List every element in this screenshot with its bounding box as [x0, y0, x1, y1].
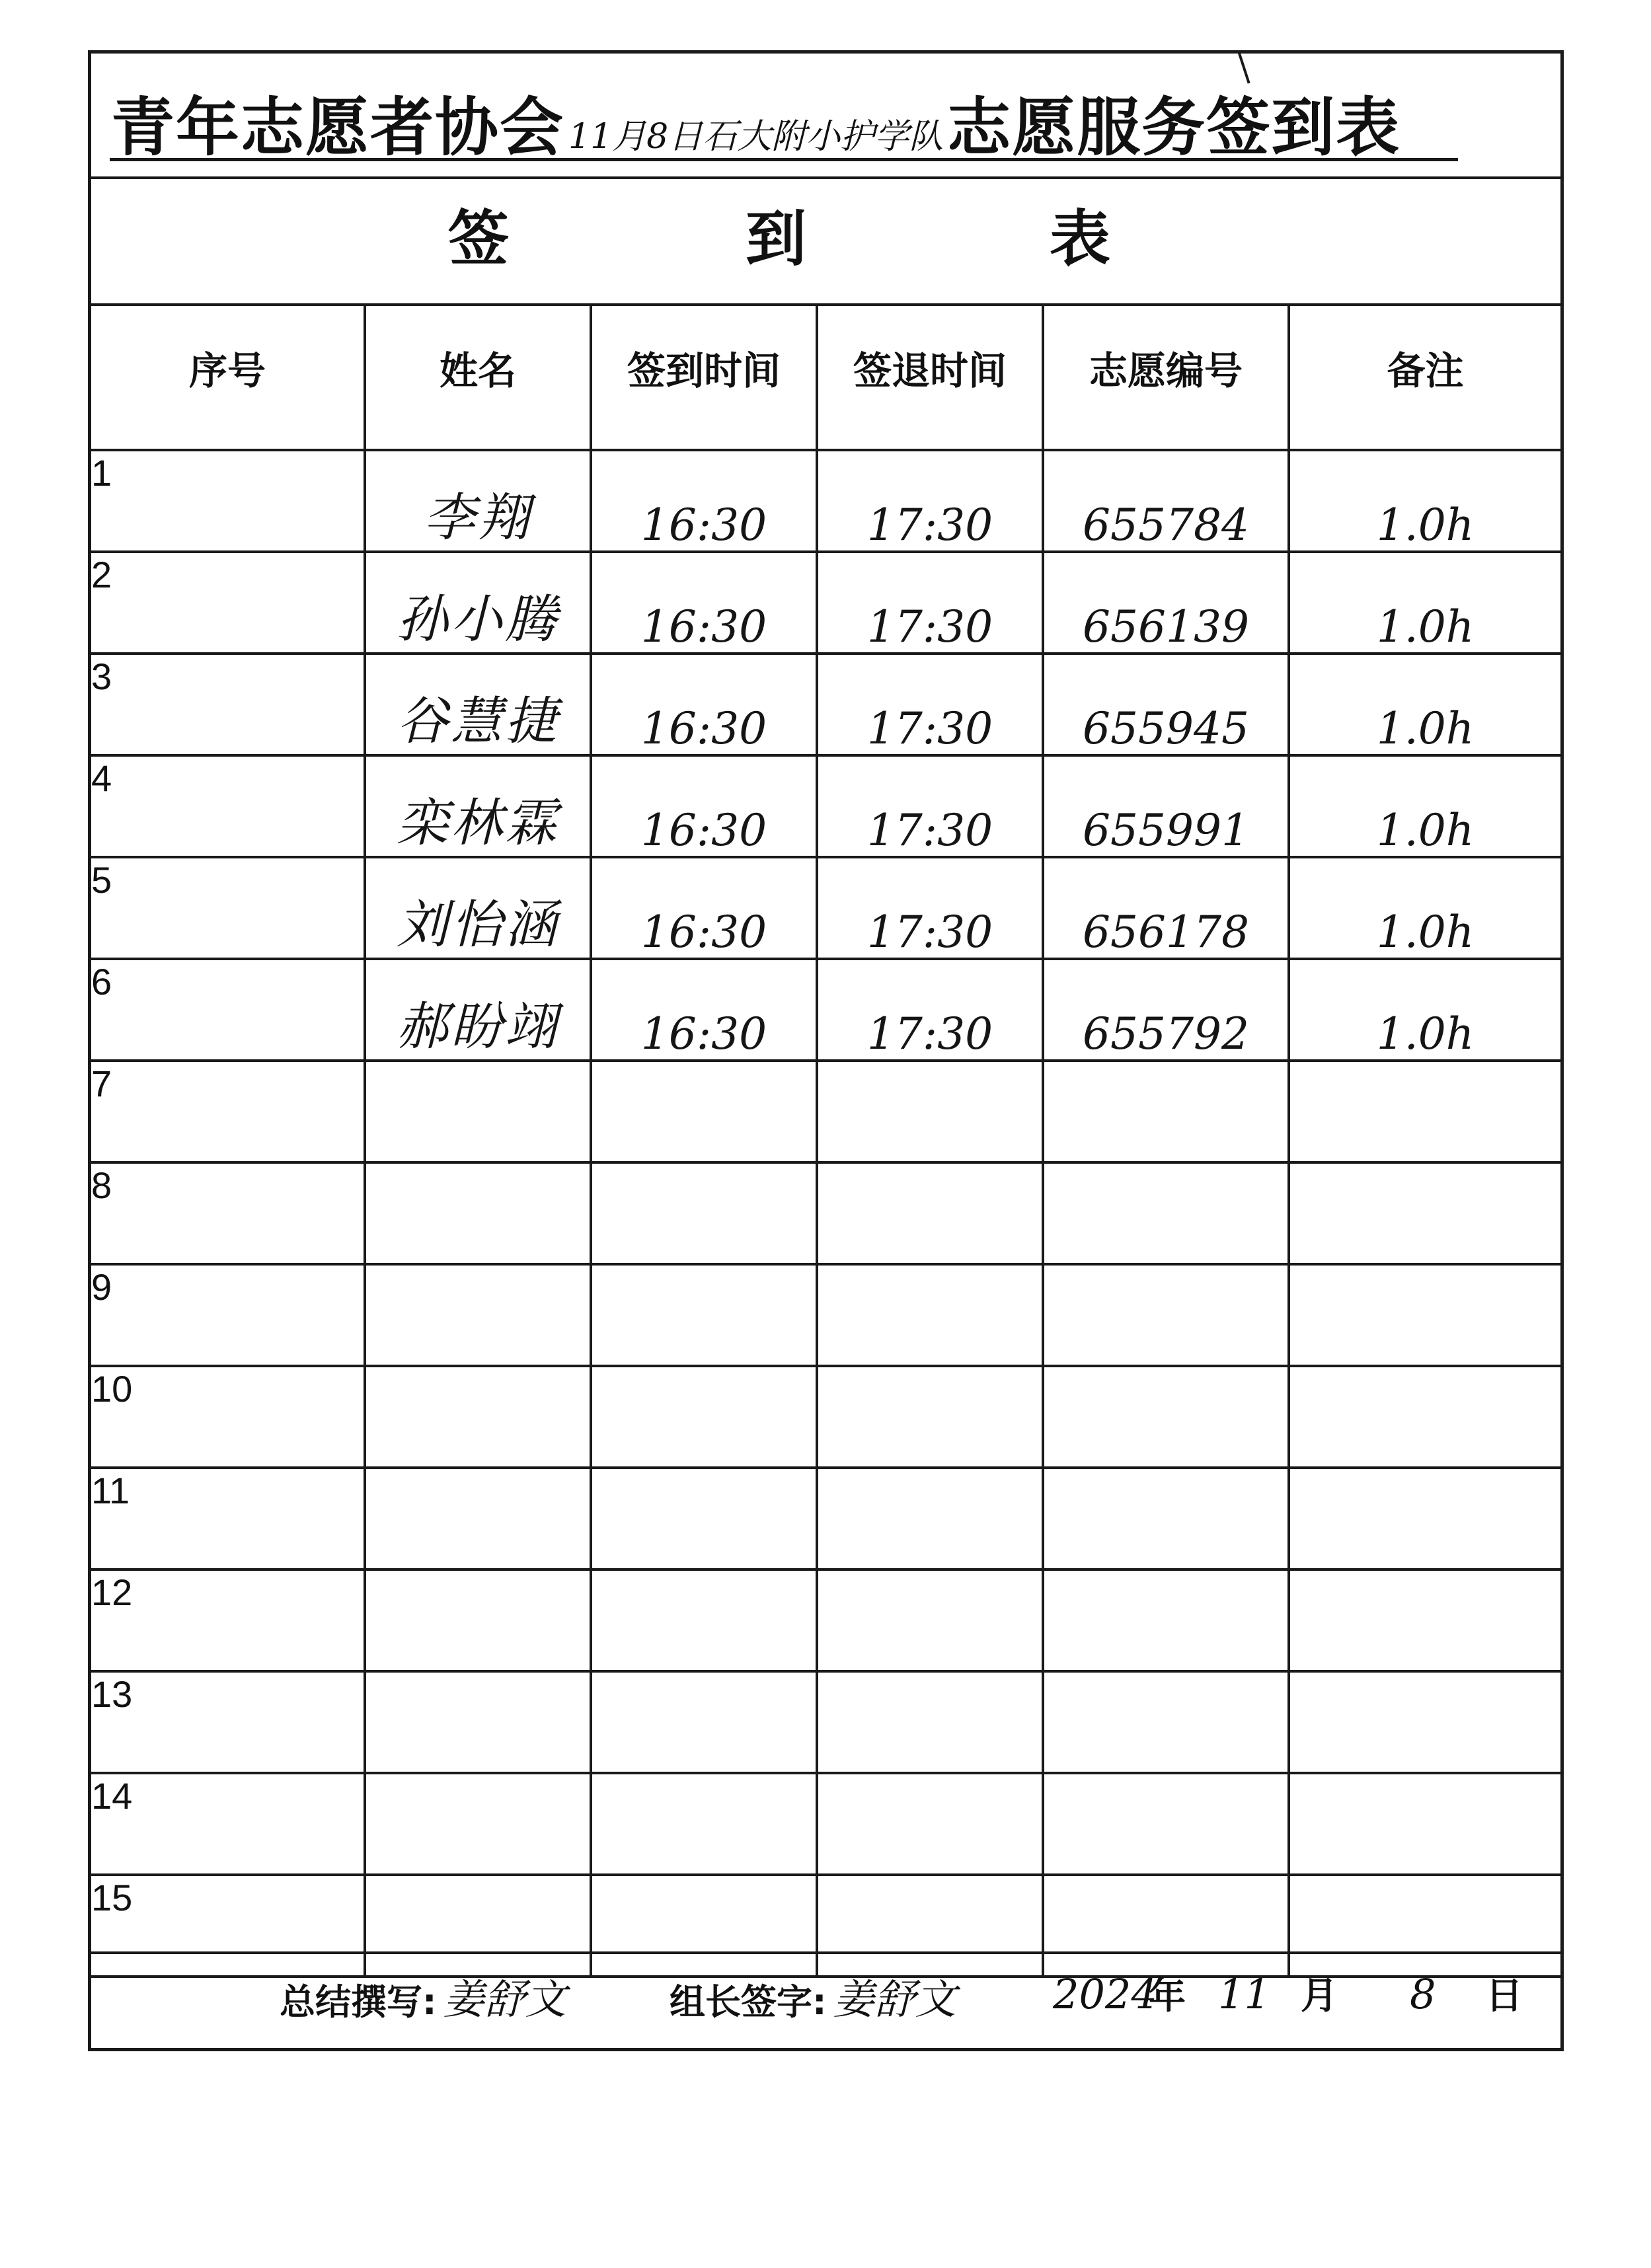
column-header-name: 姓名: [365, 306, 591, 450]
sign-in-sheet: [88, 50, 1564, 2051]
volunteer-name: [365, 1468, 591, 1569]
row-number: 6: [91, 959, 365, 1061]
date-day-unit: 日: [1486, 1975, 1523, 2018]
volunteer-id: 655792: [1043, 959, 1289, 1061]
volunteer-name: 李翔: [365, 450, 591, 552]
note-hours: 1.0h: [1289, 450, 1560, 552]
sign-out-time: [817, 1569, 1043, 1671]
sign-in-time: [591, 1162, 817, 1264]
heading-row: [91, 179, 1560, 306]
row-number: 10: [91, 1366, 365, 1468]
row-number: 5: [91, 857, 365, 959]
leader-signature: [670, 1975, 956, 2023]
heading-char-3: 表: [1050, 204, 1111, 274]
table-row: [91, 1061, 1560, 1162]
volunteer-name: 谷慧捷: [365, 654, 591, 755]
note-hours: [1289, 1264, 1560, 1366]
sign-in-time: [591, 1569, 817, 1671]
volunteer-name: [365, 1061, 591, 1162]
sign-out-time: 17:30: [817, 857, 1043, 959]
volunteer-id: [1043, 1569, 1289, 1671]
table-row: [91, 1569, 1560, 1671]
summary-writer: [280, 1975, 566, 2023]
table-header-row: [91, 306, 1560, 450]
row-number: 2: [91, 552, 365, 654]
row-number: 9: [91, 1264, 365, 1366]
volunteer-name: 郝盼翊: [365, 959, 591, 1061]
column-header-sign-in-time: 签到时间: [591, 306, 817, 450]
volunteer-name: [365, 1162, 591, 1264]
volunteer-id: 656139: [1043, 552, 1289, 654]
title-org: 青年志愿者协会: [111, 91, 564, 165]
note-hours: [1289, 1569, 1560, 1671]
note-hours: 1.0h: [1289, 755, 1560, 857]
sign-in-time: 16:30: [591, 959, 817, 1061]
note-hours: [1289, 1671, 1560, 1773]
volunteer-name: [365, 1569, 591, 1671]
sign-in-time: [591, 1264, 817, 1366]
sign-out-time: [817, 1773, 1043, 1875]
note-hours: 1.0h: [1289, 857, 1560, 959]
row-number: 12: [91, 1569, 365, 1671]
note-hours: 1.0h: [1289, 654, 1560, 755]
volunteer-name: 刘怡涵: [365, 857, 591, 959]
date-day: 8: [1410, 1970, 1436, 2018]
title-handwritten-event: 11月8日石大附小护学队: [568, 117, 944, 157]
volunteer-name: [365, 1671, 591, 1773]
title-row: [91, 54, 1560, 179]
row-number: 1: [91, 450, 365, 552]
date-year-unit: 年: [1149, 1975, 1186, 2018]
table-row: [91, 450, 1560, 552]
footer-row: [91, 1951, 1560, 2048]
volunteer-name: [365, 1264, 591, 1366]
sign-in-time: 16:30: [591, 755, 817, 857]
sheet-title: [111, 73, 1401, 165]
date-year: 2024: [1053, 1970, 1157, 2018]
row-number: 11: [91, 1468, 365, 1569]
note-hours: [1289, 1366, 1560, 1468]
volunteer-id: [1043, 1061, 1289, 1162]
note-hours: [1289, 1773, 1560, 1875]
volunteer-id: [1043, 1671, 1289, 1773]
sign-in-time: 16:30: [591, 450, 817, 552]
summary-label: 总结撰写:: [280, 1981, 437, 2023]
column-header-note: 备注: [1289, 306, 1560, 450]
table-row: [91, 1671, 1560, 1773]
table-row: [91, 1264, 1560, 1366]
row-number: 15: [91, 1875, 365, 1977]
note-hours: [1289, 1162, 1560, 1264]
table-row: [91, 1162, 1560, 1264]
volunteer-id: [1043, 1264, 1289, 1366]
note-hours: 1.0h: [1289, 959, 1560, 1061]
volunteer-id: 655945: [1043, 654, 1289, 755]
volunteer-id: [1043, 1366, 1289, 1468]
sign-out-time: 17:30: [817, 755, 1043, 857]
column-header-number: 序号: [91, 306, 365, 450]
row-number: 13: [91, 1671, 365, 1773]
sign-in-time: 16:30: [591, 857, 817, 959]
volunteer-id: 655991: [1043, 755, 1289, 857]
summary-signature: 姜舒文: [443, 1975, 566, 2023]
sign-out-time: [817, 1061, 1043, 1162]
table-row: [91, 755, 1560, 857]
sign-out-time: 17:30: [817, 654, 1043, 755]
volunteer-name: [365, 1773, 591, 1875]
row-number: 8: [91, 1162, 365, 1264]
leader-signature-text: 姜舒文: [833, 1975, 956, 2023]
table-row: [91, 552, 1560, 654]
row-number: 4: [91, 755, 365, 857]
volunteer-id: 656178: [1043, 857, 1289, 959]
sign-in-time: 16:30: [591, 552, 817, 654]
sign-out-time: [817, 1671, 1043, 1773]
table-row: [91, 654, 1560, 755]
sign-in-time: [591, 1061, 817, 1162]
note-hours: [1289, 1061, 1560, 1162]
table-row: [91, 959, 1560, 1061]
volunteer-name: [365, 1366, 591, 1468]
date-month-unit: 月: [1301, 1975, 1338, 2018]
title-suffix: 志愿服务签到表: [947, 91, 1401, 165]
heading-char-2: 到: [746, 204, 807, 274]
sign-in-time: [591, 1366, 817, 1468]
row-number: 14: [91, 1773, 365, 1875]
volunteer-name: 孙小腾: [365, 552, 591, 654]
note-hours: 1.0h: [1289, 552, 1560, 654]
volunteer-id: [1043, 1162, 1289, 1264]
title-underline: [110, 158, 1458, 161]
sign-out-time: [817, 1366, 1043, 1468]
row-number: 3: [91, 654, 365, 755]
volunteer-id: [1043, 1773, 1289, 1875]
leader-label: 组长签字:: [670, 1981, 827, 2023]
sign-out-time: 17:30: [817, 552, 1043, 654]
volunteer-id: [1043, 1468, 1289, 1569]
sign-out-time: 17:30: [817, 450, 1043, 552]
sign-in-time: [591, 1468, 817, 1569]
heading-char-1: 签: [448, 204, 510, 274]
sign-out-time: [817, 1264, 1043, 1366]
column-header-sign-out-time: 签退时间: [817, 306, 1043, 450]
row-number: 7: [91, 1061, 365, 1162]
table-row: [91, 1773, 1560, 1875]
column-header-volunteer-id: 志愿编号: [1043, 306, 1289, 450]
note-hours: [1289, 1468, 1560, 1569]
table-row: [91, 857, 1560, 959]
sign-out-time: [817, 1468, 1043, 1569]
sign-in-table: [91, 306, 1560, 1978]
sign-in-time: [591, 1773, 817, 1875]
sign-out-time: 17:30: [817, 959, 1043, 1061]
sign-in-time: [591, 1671, 817, 1773]
sign-out-time: [817, 1162, 1043, 1264]
volunteer-name: 栾林霖: [365, 755, 591, 857]
volunteer-id: 655784: [1043, 450, 1289, 552]
table-row: [91, 1366, 1560, 1468]
sign-in-time: 16:30: [591, 654, 817, 755]
table-row: [91, 1468, 1560, 1569]
date-month: 11: [1218, 1970, 1270, 2018]
